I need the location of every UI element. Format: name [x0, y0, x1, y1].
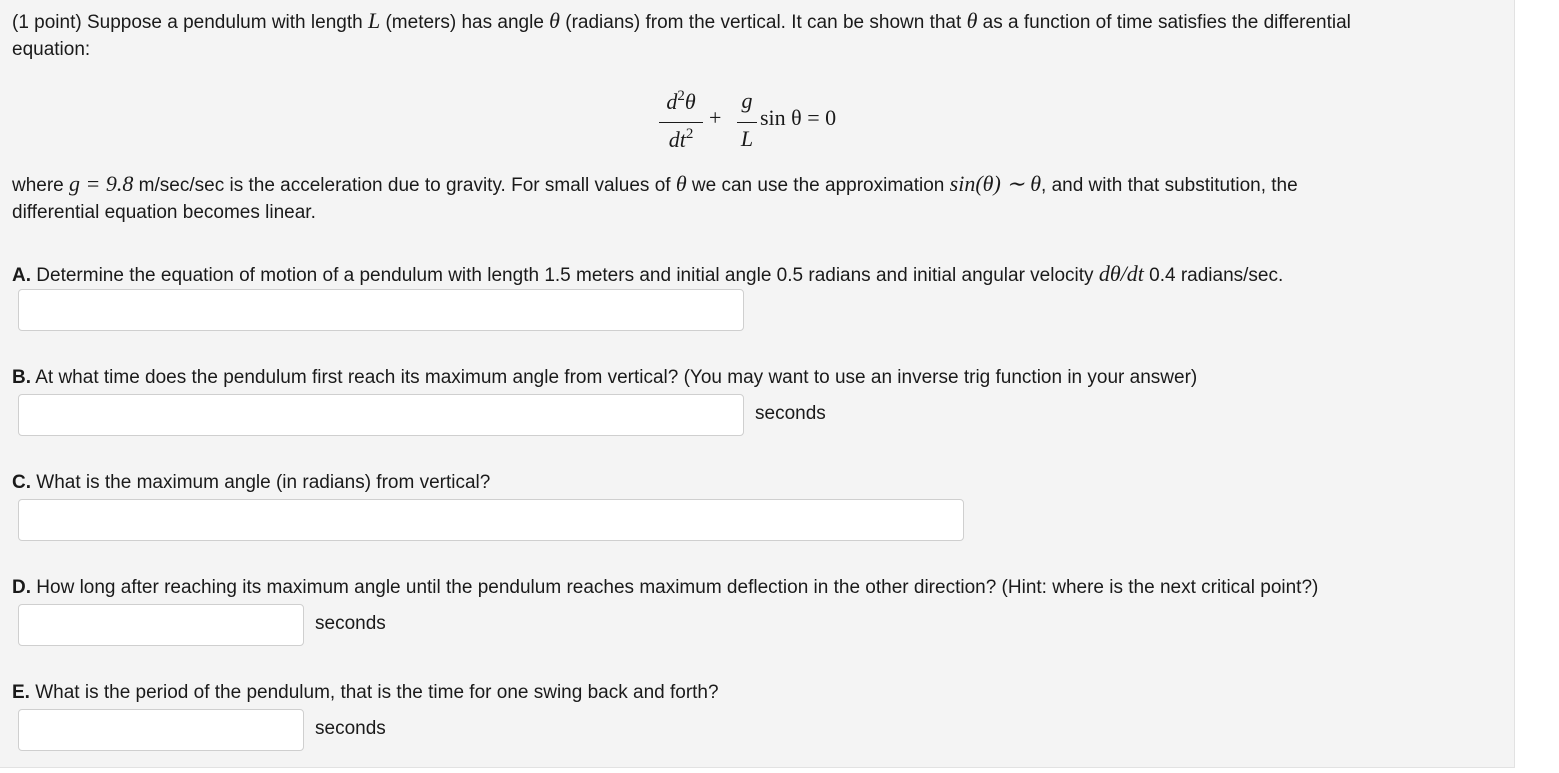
equation-tail: sin θ = 0 [760, 105, 837, 130]
question-text: At what time does the pendulum first reach its maximum angle from vertical? (You may want to use an inverse trig function in your answer) [31, 367, 1198, 388]
question-text: Determine the equation of motion of a pendulum with length 1.5 meters and initial angle 0.5 radians and initial angular velocity [31, 265, 1099, 286]
intro-text: as a function of time satisfies the differential [977, 12, 1351, 33]
where-line-1 [12, 171, 1298, 197]
question-text: What is the maximum angle (in radians) from vertical? [31, 472, 491, 493]
length-symbol: L [367, 8, 381, 33]
answer-b-input[interactable] [18, 394, 744, 436]
question-letter: D. [12, 577, 31, 598]
gravity-value: g = 9.8 [69, 171, 134, 196]
intro-text: (meters) has angle [380, 12, 550, 33]
question-text: How long after reaching its maximum angle until the pendulum reaches maximum deflection in the other direction? (Hint: where is the next critical point?) [31, 577, 1319, 598]
answer-a-input[interactable] [18, 289, 744, 331]
question-c-prompt [12, 472, 490, 494]
answer-d-unit: seconds [315, 613, 386, 634]
question-letter: A. [12, 265, 31, 286]
question-d-prompt [12, 577, 1318, 599]
plus-sign: + [709, 105, 722, 130]
theta-symbol: θ [675, 171, 687, 196]
question-text: What is the period of the pendulum, that is the time for one swing back and forth? [29, 682, 719, 703]
question-letter: B. [12, 367, 31, 388]
where-text: m/sec/sec is the acceleration due to gravity. For small values of [133, 175, 676, 196]
answer-c-input[interactable] [18, 499, 964, 541]
answer-e-unit: seconds [315, 718, 386, 739]
question-text: 0.4 radians/sec. [1143, 265, 1284, 286]
answer-e-input[interactable] [18, 709, 304, 751]
intro-line-2: equation: [12, 39, 91, 60]
question-b-prompt [12, 367, 1197, 389]
intro-text: (radians) from the vertical. It can be shown that [559, 12, 967, 33]
theta-symbol: θ [966, 8, 978, 33]
question-e-prompt [12, 682, 719, 704]
answer-d-input[interactable] [18, 604, 304, 646]
answer-b-unit: seconds [755, 403, 826, 424]
where-text: we can use the approximation [686, 175, 950, 196]
question-letter: C. [12, 472, 31, 493]
where-line-2: differential equation becomes linear. [12, 202, 316, 223]
problem-panel: (1 point) Suppose a pendulum with length L (meters) has angle θ (radians) from the vertical. It can be shown that θ as a function of time satisfies the differential equation: $d^2\theta$ $dt^2$ + g L sin θ = 0 where g = 9.8 m/sec/sec is the acceleration due to gravity. For small values of θ we can use the approximation sin(θ) ∼ θ, and with that substitution, the differential equation becomes linear. A. Determine the equation of motion of a pendulum with length 1.5 meters and initial angle 0.5 radians and initial angular velocity dθ/dt 0.4 radians/sec. B. At what time does the pendulum first reach its maximum angle from vertical? (You may want to use an inverse trig function in your answer) seconds C. What is the maximum angle (in radians) from vertical? D. How long after reaching its maximum angle until the pendulum reaches maximum deflection in the other direction? (Hint: where is the next critical point?) seconds E. What is the period of the pendulum, that is the time for one swing back and forth? seconds [0, 0, 1515, 768]
where-text: where [12, 175, 70, 196]
where-text: , and with that substitution, the [1041, 175, 1298, 196]
question-a-prompt [12, 261, 1283, 287]
theta-symbol: θ [549, 8, 560, 33]
intro-text: (1 point) Suppose a pendulum with length [12, 12, 368, 33]
small-angle-approximation: sin(θ) ∼ θ [949, 171, 1042, 196]
intro-line-1 [12, 8, 1351, 34]
angular-velocity-symbol: dθ/dt [1098, 261, 1144, 286]
question-letter: E. [12, 682, 30, 703]
